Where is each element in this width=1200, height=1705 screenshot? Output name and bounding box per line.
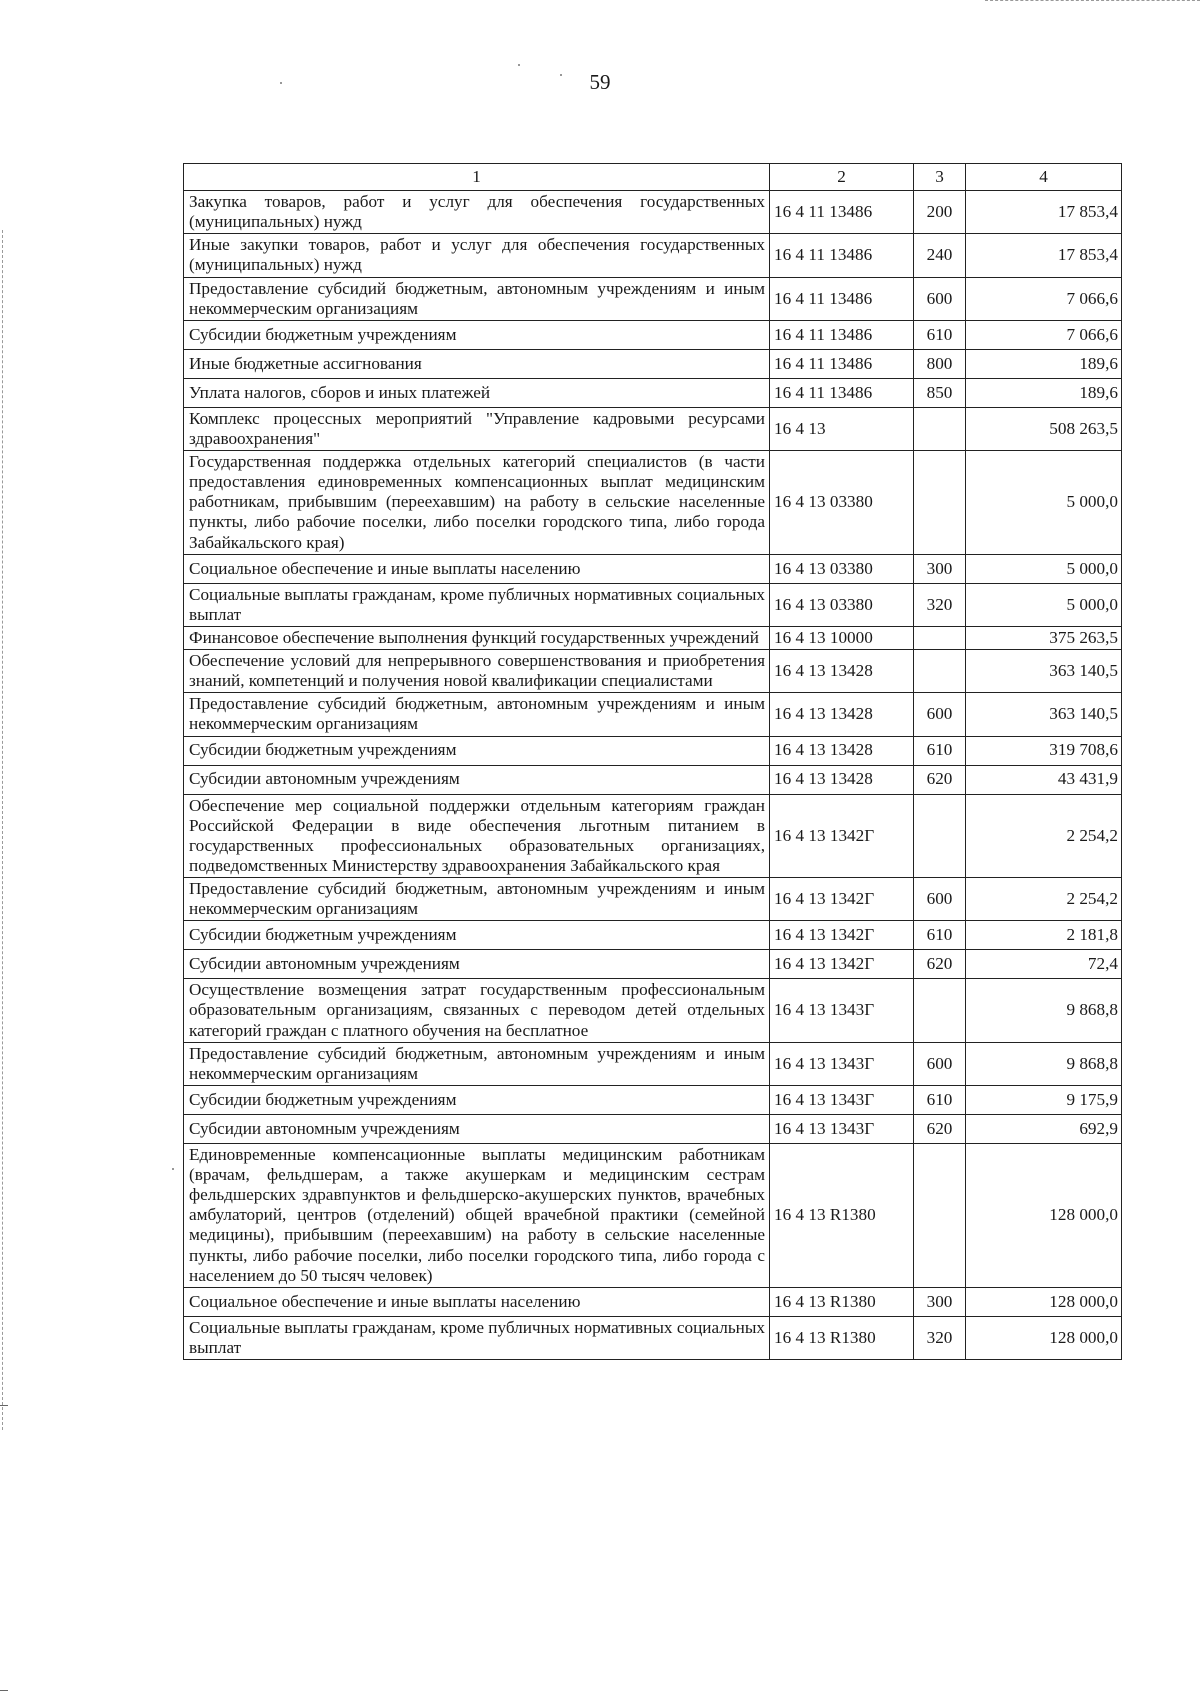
column-header: 1 xyxy=(184,164,770,191)
row-expense-type-cell: 850 xyxy=(914,378,966,407)
row-expense-type-cell xyxy=(914,794,966,878)
row-amount-cell: 43 431,9 xyxy=(966,765,1122,794)
row-expense-type-cell xyxy=(914,979,966,1042)
row-code-cell: 16 4 11 13486 xyxy=(770,378,914,407)
row-name-cell: Субсидии автономным учреждениям xyxy=(184,1114,770,1143)
table-row xyxy=(184,979,1122,1042)
row-amount-cell: 692,9 xyxy=(966,1114,1122,1143)
scan-edge-rule xyxy=(985,0,1200,1)
table-row xyxy=(184,1287,1122,1316)
table-row xyxy=(184,1143,1122,1287)
binding-margin-tick xyxy=(0,1690,8,1691)
row-name-cell: Социальное обеспечение и иные выплаты населению xyxy=(184,1287,770,1316)
table-row xyxy=(184,320,1122,349)
row-code-cell: 16 4 11 13486 xyxy=(770,191,914,234)
row-amount-cell: 2 254,2 xyxy=(966,794,1122,878)
row-amount-cell: 17 853,4 xyxy=(966,191,1122,234)
row-name-cell: Обеспечение условий для непрерывного совершенствования и приобретения знаний, компетенций и получения новой квалификации специалистами xyxy=(184,650,770,693)
table-row xyxy=(184,191,1122,234)
row-amount-cell: 2 254,2 xyxy=(966,878,1122,921)
row-amount-cell: 375 263,5 xyxy=(966,626,1122,649)
table-row xyxy=(184,1316,1122,1359)
row-expense-type-cell: 620 xyxy=(914,1114,966,1143)
table-row xyxy=(184,878,1122,921)
row-name-cell: Субсидии автономным учреждениям xyxy=(184,765,770,794)
table-row xyxy=(184,451,1122,555)
row-name-cell: Субсидии автономным учреждениям xyxy=(184,950,770,979)
row-amount-cell: 72,4 xyxy=(966,950,1122,979)
table-row xyxy=(184,921,1122,950)
row-amount-cell: 9 175,9 xyxy=(966,1085,1122,1114)
row-expense-type-cell: 200 xyxy=(914,191,966,234)
row-name-cell: Обеспечение мер социальной поддержки отдельным категориям граждан Российской Федерации в виде обеспечения льготным питанием в государственных профессиональных образовательных организациях, подведомственных Министерству здравоохранения Забайкальского края xyxy=(184,794,770,878)
row-amount-cell: 5 000,0 xyxy=(966,554,1122,583)
row-name-cell: Единовременные компенсационные выплаты медицинским работникам (врачам, фельдшерам, а также акушеркам и медицинским сестрам фельдшерских здравпунктов и фельдшерско-акушерских пунктов, врачебных амбулаторий, центров (отделений) общей врачебной практики (семейной медицины), прибывшим (переехавшим) на работу в сельские населенные пункты, либо рабочие поселки, либо поселки городского типа, либо города с населением до 50 тысяч человек) xyxy=(184,1143,770,1287)
row-expense-type-cell: 600 xyxy=(914,1042,966,1085)
row-amount-cell: 9 868,8 xyxy=(966,1042,1122,1085)
column-header: 2 xyxy=(770,164,914,191)
row-amount-cell: 5 000,0 xyxy=(966,583,1122,626)
row-name-cell: Иные бюджетные ассигнования xyxy=(184,349,770,378)
table-row xyxy=(184,378,1122,407)
page-number: 59 xyxy=(589,70,611,94)
row-amount-cell: 508 263,5 xyxy=(966,407,1122,450)
table-row xyxy=(184,794,1122,878)
row-code-cell: 16 4 13 1343Г xyxy=(770,1114,914,1143)
row-name-cell: Социальное обеспечение и иные выплаты населению xyxy=(184,554,770,583)
row-expense-type-cell: 610 xyxy=(914,320,966,349)
row-name-cell: Предоставление субсидий бюджетным, автономным учреждениям и иным некоммерческим организациям xyxy=(184,1042,770,1085)
row-name-cell: Субсидии бюджетным учреждениям xyxy=(184,320,770,349)
row-name-cell: Субсидии бюджетным учреждениям xyxy=(184,921,770,950)
row-code-cell: 16 4 13 03380 xyxy=(770,583,914,626)
row-expense-type-cell xyxy=(914,626,966,649)
row-amount-cell: 5 000,0 xyxy=(966,451,1122,555)
row-expense-type-cell: 320 xyxy=(914,1316,966,1359)
row-amount-cell: 363 140,5 xyxy=(966,693,1122,736)
table-row xyxy=(184,554,1122,583)
row-name-cell: Государственная поддержка отдельных категорий специалистов (в части предоставления единовременных компенсационных выплат медицинским работникам, прибывшим (переехавшим) на работу в сельские населенные пункты, либо рабочие поселки, либо поселки городского типа, либо города Забайкальского края) xyxy=(184,451,770,555)
row-code-cell: 16 4 13 xyxy=(770,407,914,450)
row-expense-type-cell: 600 xyxy=(914,878,966,921)
table-row xyxy=(184,583,1122,626)
row-name-cell: Субсидии бюджетным учреждениям xyxy=(184,736,770,765)
row-expense-type-cell: 240 xyxy=(914,234,966,277)
row-amount-cell: 17 853,4 xyxy=(966,234,1122,277)
row-expense-type-cell: 600 xyxy=(914,693,966,736)
column-header: 3 xyxy=(914,164,966,191)
row-code-cell: 16 4 13 1342Г xyxy=(770,794,914,878)
row-amount-cell: 319 708,6 xyxy=(966,736,1122,765)
row-code-cell: 16 4 11 13486 xyxy=(770,277,914,320)
table-row xyxy=(184,1114,1122,1143)
row-name-cell: Комплекс процессных мероприятий "Управление кадровыми ресурсами здравоохранения" xyxy=(184,407,770,450)
row-amount-cell: 7 066,6 xyxy=(966,320,1122,349)
scan-speck xyxy=(172,1168,174,1170)
table-header-row xyxy=(184,164,1122,191)
table-row xyxy=(184,234,1122,277)
table-row xyxy=(184,277,1122,320)
row-amount-cell: 128 000,0 xyxy=(966,1316,1122,1359)
row-code-cell: 16 4 11 13486 xyxy=(770,234,914,277)
row-code-cell: 16 4 11 13486 xyxy=(770,349,914,378)
table-body xyxy=(184,191,1122,1360)
row-amount-cell: 128 000,0 xyxy=(966,1287,1122,1316)
row-amount-cell: 189,6 xyxy=(966,378,1122,407)
row-code-cell: 16 4 13 13428 xyxy=(770,693,914,736)
row-name-cell: Закупка товаров, работ и услуг для обеспечения государственных (муниципальных) нужд xyxy=(184,191,770,234)
row-name-cell: Предоставление субсидий бюджетным, автономным учреждениям и иным некоммерческим организациям xyxy=(184,693,770,736)
table-row xyxy=(184,1042,1122,1085)
row-name-cell: Осуществление возмещения затрат государственным профессиональным образовательным организациям, связанных с переводом детей отдельных категорий граждан с платного обучения на бесплатное xyxy=(184,979,770,1042)
scan-speck xyxy=(518,64,520,66)
row-code-cell: 16 4 13 13428 xyxy=(770,765,914,794)
column-header: 4 xyxy=(966,164,1122,191)
row-code-cell: 16 4 13 13428 xyxy=(770,736,914,765)
row-name-cell: Социальные выплаты гражданам, кроме публичных нормативных социальных выплат xyxy=(184,583,770,626)
binding-margin-tick xyxy=(0,1405,8,1406)
budget-allocation-table xyxy=(183,163,1122,1360)
row-code-cell: 16 4 13 1342Г xyxy=(770,878,914,921)
table-row xyxy=(184,650,1122,693)
row-expense-type-cell: 800 xyxy=(914,349,966,378)
row-code-cell: 16 4 13 10000 xyxy=(770,626,914,649)
row-amount-cell: 189,6 xyxy=(966,349,1122,378)
row-name-cell: Предоставление субсидий бюджетным, автономным учреждениям и иным некоммерческим организациям xyxy=(184,878,770,921)
table-row xyxy=(184,349,1122,378)
row-code-cell: 16 4 13 1343Г xyxy=(770,1085,914,1114)
table-row xyxy=(184,950,1122,979)
row-name-cell: Уплата налогов, сборов и иных платежей xyxy=(184,378,770,407)
row-expense-type-cell xyxy=(914,650,966,693)
row-code-cell: 16 4 13 03380 xyxy=(770,451,914,555)
row-code-cell: 16 4 13 1343Г xyxy=(770,1042,914,1085)
row-expense-type-cell: 610 xyxy=(914,736,966,765)
row-amount-cell: 363 140,5 xyxy=(966,650,1122,693)
row-name-cell: Предоставление субсидий бюджетным, автономным учреждениям и иным некоммерческим организациям xyxy=(184,277,770,320)
row-amount-cell: 2 181,8 xyxy=(966,921,1122,950)
table-row xyxy=(184,693,1122,736)
row-expense-type-cell: 600 xyxy=(914,277,966,320)
row-expense-type-cell: 300 xyxy=(914,554,966,583)
row-expense-type-cell xyxy=(914,451,966,555)
row-expense-type-cell: 610 xyxy=(914,1085,966,1114)
row-code-cell: 16 4 13 03380 xyxy=(770,554,914,583)
row-expense-type-cell: 300 xyxy=(914,1287,966,1316)
row-code-cell: 16 4 13 13428 xyxy=(770,650,914,693)
row-code-cell: 16 4 11 13486 xyxy=(770,320,914,349)
row-amount-cell: 7 066,6 xyxy=(966,277,1122,320)
row-code-cell: 16 4 13 R1380 xyxy=(770,1143,914,1287)
row-name-cell: Субсидии бюджетным учреждениям xyxy=(184,1085,770,1114)
row-amount-cell: 128 000,0 xyxy=(966,1143,1122,1287)
row-expense-type-cell xyxy=(914,1143,966,1287)
row-name-cell: Финансовое обеспечение выполнения функций государственных учреждений xyxy=(184,626,770,649)
row-expense-type-cell: 320 xyxy=(914,583,966,626)
table-row xyxy=(184,765,1122,794)
table-row xyxy=(184,1085,1122,1114)
row-name-cell: Иные закупки товаров, работ и услуг для обеспечения государственных (муниципальных) нужд xyxy=(184,234,770,277)
row-amount-cell: 9 868,8 xyxy=(966,979,1122,1042)
table-row xyxy=(184,407,1122,450)
row-expense-type-cell: 610 xyxy=(914,921,966,950)
row-expense-type-cell: 620 xyxy=(914,765,966,794)
row-expense-type-cell xyxy=(914,407,966,450)
binding-margin-line xyxy=(2,230,3,1430)
row-code-cell: 16 4 13 1342Г xyxy=(770,921,914,950)
table-row xyxy=(184,736,1122,765)
row-code-cell: 16 4 13 1342Г xyxy=(770,950,914,979)
row-name-cell: Социальные выплаты гражданам, кроме публичных нормативных социальных выплат xyxy=(184,1316,770,1359)
row-code-cell: 16 4 13 R1380 xyxy=(770,1316,914,1359)
row-expense-type-cell: 620 xyxy=(914,950,966,979)
row-code-cell: 16 4 13 1343Г xyxy=(770,979,914,1042)
row-code-cell: 16 4 13 R1380 xyxy=(770,1287,914,1316)
table-row xyxy=(184,626,1122,649)
